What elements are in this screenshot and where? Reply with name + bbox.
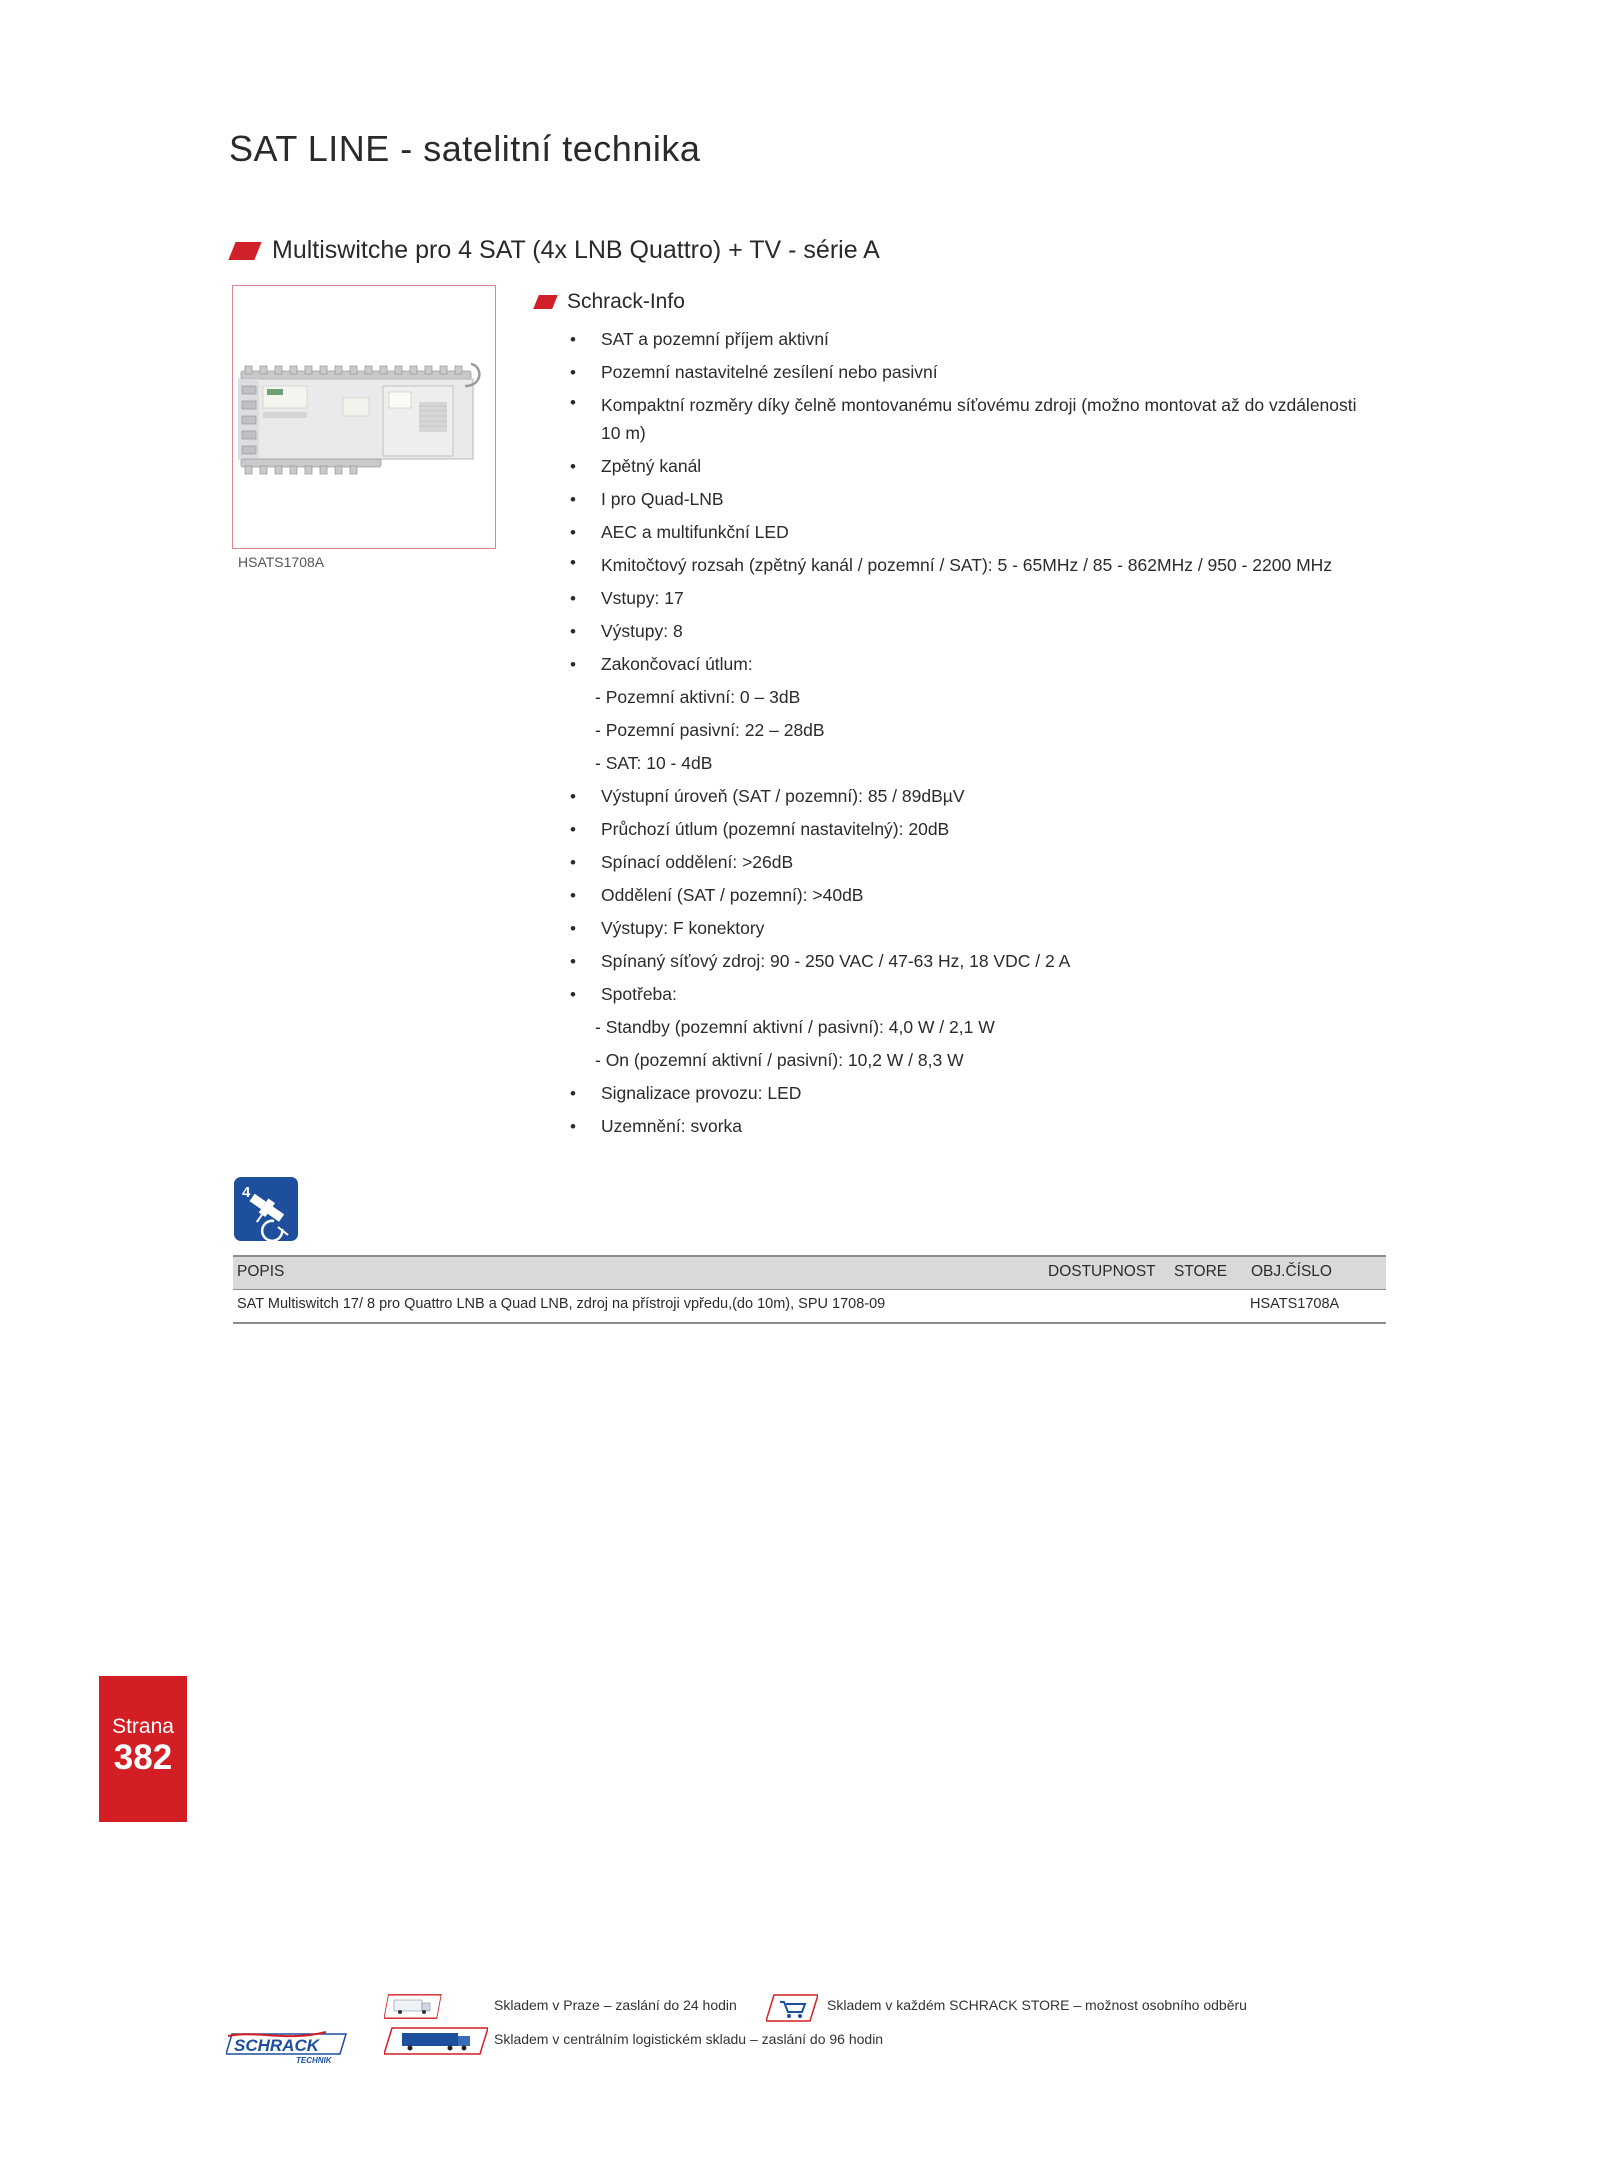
col-obj-cislo: OBJ.ČÍSLO	[1251, 1263, 1332, 1280]
section-title	[232, 236, 880, 265]
sub-list-item: - Pozemní pasivní: 22 – 28dB	[595, 720, 825, 740]
list-item: • AEC a multifunkční LED	[566, 516, 1366, 549]
list-item: • Pozemní nastavitelné zesílení nebo pasivní	[566, 356, 1366, 389]
col-store: STORE	[1174, 1263, 1228, 1280]
schrack-logo-icon	[226, 2030, 350, 2066]
list-item: • Spotřeba:	[566, 978, 1366, 1011]
legend-text-1: Skladem v Praze – zaslání do 24 hodin	[494, 1997, 737, 2013]
list-item: • Průchozí útlum (pozemní nastavitelný): 20dB	[566, 813, 1366, 846]
list-item: • Kompaktní rozměry díky čelně montovanému síťovému zdroji (možno montovat až do vzdálenosti 10 m)	[566, 389, 1366, 450]
list-item: • Spínací oddělení: >26dB	[566, 846, 1366, 879]
table-header	[233, 1255, 1386, 1290]
product-image	[232, 285, 496, 549]
sub-list-item: - Pozemní aktivní: 0 – 3dB	[595, 687, 801, 707]
col-popis: POPIS	[237, 1263, 285, 1280]
list-item: • Vstupy: 17	[566, 582, 1366, 615]
product-code: HSATS1708A	[238, 554, 325, 570]
page-title: SAT LINE - satelitní technika	[229, 128, 701, 169]
list-item: • Uzemnění: svorka	[566, 1110, 1366, 1143]
page-number-tab	[99, 1676, 187, 1822]
legend-text-3: Skladem v centrálním logistickém skladu – zaslání do 96 hodin	[494, 2031, 884, 2047]
sub-list-item: - Standby (pozemní aktivní / pasivní): 4,0 W / 2,1 W	[595, 1017, 995, 1037]
schrack-info-title	[536, 290, 685, 314]
list-item: • SAT a pozemní příjem aktivní	[566, 323, 1366, 356]
list-item: • Signalizace provozu: LED	[566, 1077, 1366, 1110]
logo-text: SCHRACK	[234, 2036, 319, 2055]
schrack-info-title-text: Schrack-Info	[567, 290, 685, 313]
satellite-icon	[234, 1177, 298, 1241]
row-obj-cislo: HSATS1708A	[1250, 1296, 1340, 1312]
list-item: • Kmitočtový rozsah (zpětný kanál / pozemní / SAT): 5 - 65MHz / 85 - 862MHz / 950 - 2200 MHz	[566, 549, 1366, 582]
legend-truck-blue-icon	[384, 2026, 488, 2061]
legend-text-2: Skladem v každém SCHRACK STORE – možnost osobního odběru	[827, 1997, 1247, 2013]
section-title-text: Multiswitche pro 4 SAT (4x LNB Quattro) + TV - série A	[272, 236, 880, 264]
list-item: • Výstupní úroveň (SAT / pozemní): 85 / 89dBµV	[566, 780, 1366, 813]
list-item: • Oddělení (SAT / pozemní): >40dB	[566, 879, 1366, 912]
schrack-info-list	[566, 323, 1366, 1143]
4-sat-icon	[234, 1177, 298, 1241]
col-dostupnost: DOSTUPNOST	[1048, 1263, 1156, 1280]
list-item: • Zpětný kanál	[566, 450, 1366, 483]
sub-list-item: - SAT: 10 - 4dB	[595, 753, 713, 773]
info-marker-icon	[533, 295, 558, 309]
list-item: • I pro Quad-LNB	[566, 483, 1366, 516]
page-number: 382	[113, 1738, 173, 1777]
badge-number: 4	[242, 1184, 251, 1201]
multiswitch-image	[233, 286, 495, 548]
section-marker-icon	[228, 242, 261, 260]
page-tab-label: Strana	[112, 1715, 174, 1738]
schrack-logo	[226, 2030, 350, 2071]
row-popis: SAT Multiswitch 17/ 8 pro Quattro LNB a Quad LNB, zdroj na přístroji vpředu,(do 10m), SPU 1708-09	[237, 1296, 886, 1312]
sub-list-item: - On (pozemní aktivní / pasivní): 10,2 W / 8,3 W	[595, 1050, 964, 1070]
list-item: • Výstupy: 8	[566, 615, 1366, 648]
list-item: • Zakončovací útlum:	[566, 648, 1366, 681]
table-row	[233, 1290, 1386, 1324]
logo-subtext: TECHNIK	[296, 2056, 332, 2065]
legend-cart-icon	[766, 1993, 818, 2028]
product-table	[233, 1255, 1386, 1324]
list-item: • Výstupy: F konektory	[566, 912, 1366, 945]
list-item: • Spínaný síťový zdroj: 90 - 250 VAC / 47-63 Hz, 18 VDC / 2 A	[566, 945, 1366, 978]
legend-truck-white-icon	[384, 1993, 442, 2024]
